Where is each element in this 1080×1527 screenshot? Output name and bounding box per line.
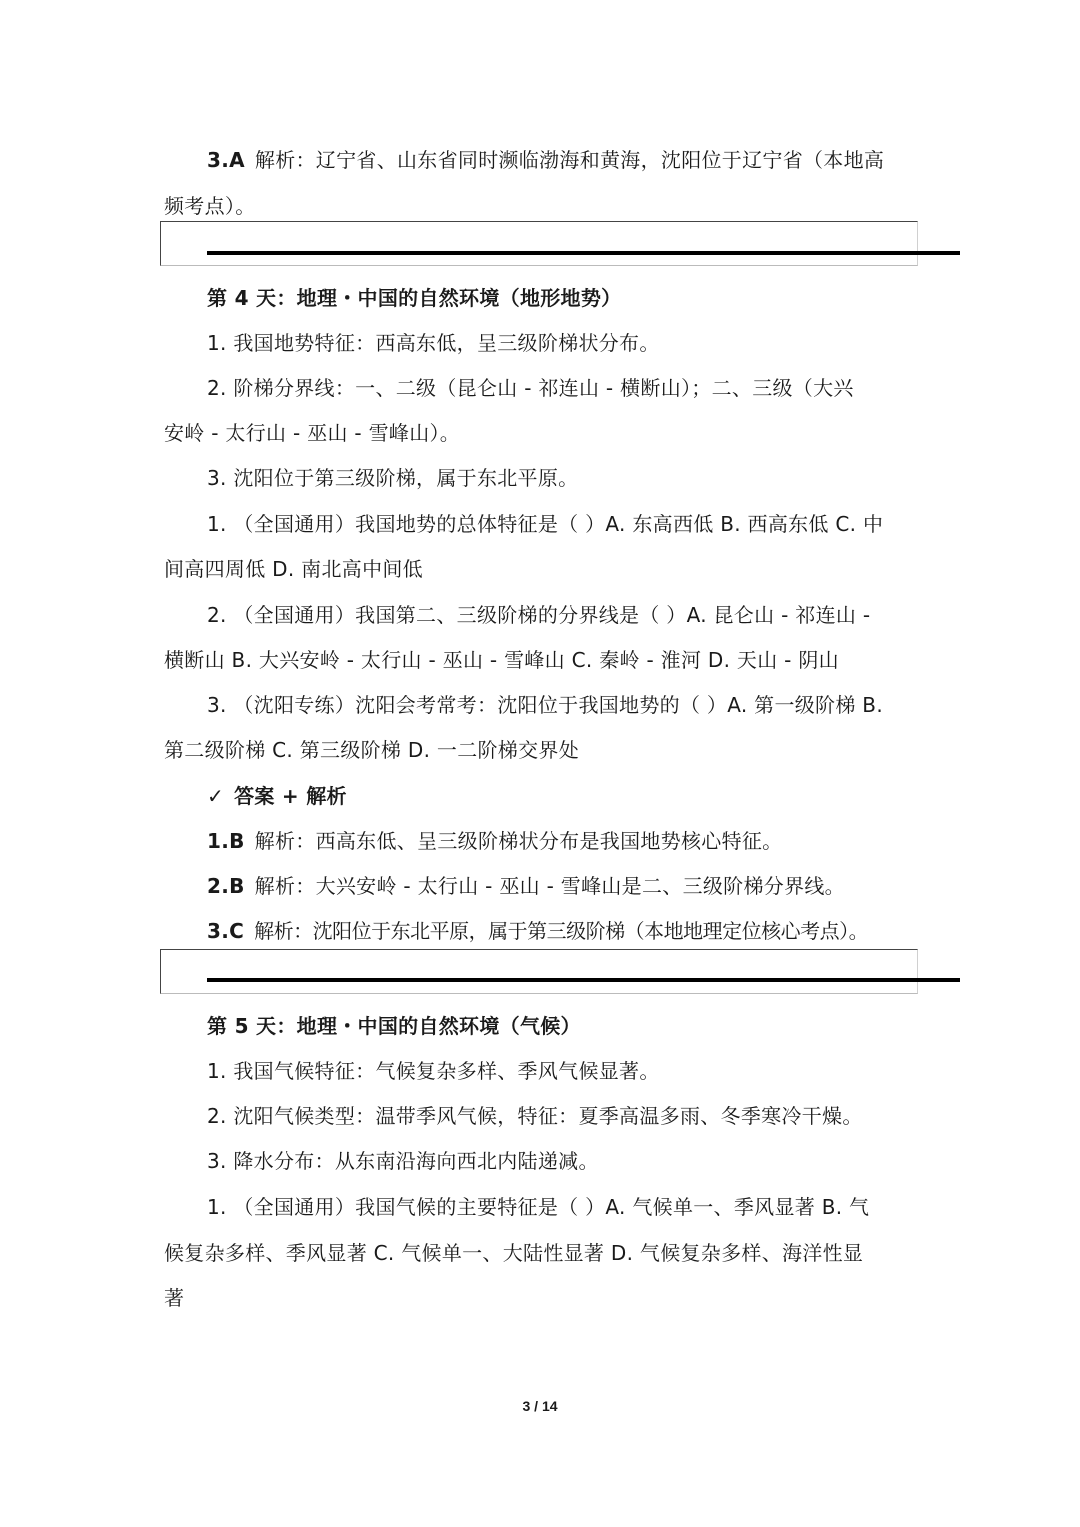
answer-letter: C (229, 919, 245, 943)
page-number: 3 / 14 (522, 1398, 558, 1414)
answer-number: 2. (207, 874, 230, 898)
answer-explanation-continued: 频考点）。 (164, 194, 256, 218)
knowledge-point: 3. 降水分布：从东南沿海向西北内陆递减。 (207, 1149, 599, 1173)
question-item-continued: 横断山 B. 大兴安岭 - 太行山 - 巫山 - 雪峰山 C. 秦岭 - 淮河 D. 天山 - 阴山 (164, 648, 839, 672)
answer-explanation: 解析：大兴安岭 - 太行山 - 巫山 - 雪峰山是二、三级阶梯分界线。 (254, 874, 845, 898)
section-divider-line (207, 251, 960, 255)
answer-letter: B (229, 874, 245, 898)
question-item-continued: 第二级阶梯 C. 第三级阶梯 D. 一二阶梯交界处 (164, 738, 580, 762)
knowledge-point-continued: 安岭 - 太行山 - 巫山 - 雪峰山）。 (164, 421, 461, 445)
answer-explanation: 解析：西高东低、呈三级阶梯状分布是我国地势核心特征。 (254, 829, 783, 853)
question-item-continued: 候复杂多样、季风显著 C. 气候单一、大陆性显著 D. 气候复杂多样、海洋性显 (164, 1241, 864, 1265)
answer-item (207, 146, 967, 174)
question-item: 1. （全国通用）我国地势的总体特征是（ ）A. 东高西低 B. 西高东低 C. 中 (207, 512, 884, 536)
answer-explanation: 解析：沈阳位于东北平原，属于第三级阶梯（本地地理定位核心考点）。 (254, 919, 869, 943)
answer-letter: A (229, 148, 245, 172)
answer-item (207, 917, 967, 945)
section-title-day4: 第 4 天：地理・中国的自然环境（地形地势） (207, 286, 622, 310)
knowledge-point: 2. 阶梯分界线：一、二级（昆仑山 - 祁连山 - 横断山）；二、三级（大兴 (207, 376, 854, 400)
answer-number: 1. (207, 829, 230, 853)
checkmark-icon: ✓ (207, 784, 225, 808)
answer-item (207, 827, 967, 855)
question-item: 1. （全国通用）我国气候的主要特征是（ ）A. 气候单一、季风显著 B. 气 (207, 1195, 870, 1219)
knowledge-point: 3. 沈阳位于第三级阶梯，属于东北平原。 (207, 466, 579, 490)
question-item: 2. （全国通用）我国第二、三级阶梯的分界线是（ ）A. 昆仑山 - 祁连山 - (207, 603, 871, 627)
knowledge-point: 1. 我国地势特征：西高东低，呈三级阶梯状分布。 (207, 331, 660, 355)
answer-item (207, 872, 967, 900)
question-item-continued: 著 (164, 1286, 185, 1310)
answer-heading-text: 答案 + 解析 (234, 784, 347, 808)
section-title-day5: 第 5 天：地理・中国的自然环境（气候） (207, 1014, 581, 1038)
knowledge-point: 1. 我国气候特征：气候复杂多样、季风气候显著。 (207, 1059, 660, 1083)
answer-letter: B (229, 829, 245, 853)
answer-heading (207, 782, 967, 810)
answer-number: 3. (207, 148, 230, 172)
section-divider-line (207, 978, 960, 982)
answer-explanation: 解析：辽宁省、山东省同时濒临渤海和黄海，沈阳位于辽宁省（本地高 (254, 148, 885, 172)
question-item-continued: 间高四周低 D. 南北高中间低 (164, 557, 423, 581)
answer-number: 3. (207, 919, 230, 943)
knowledge-point: 2. 沈阳气候类型：温带季风气候，特征：夏季高温多雨、冬季寒冷干燥。 (207, 1104, 863, 1128)
section-divider-box (160, 949, 918, 994)
section-divider-box (160, 221, 918, 266)
question-item: 3. （沈阳专练）沈阳会考常考：沈阳位于我国地势的（ ）A. 第一级阶梯 B. (207, 693, 883, 717)
